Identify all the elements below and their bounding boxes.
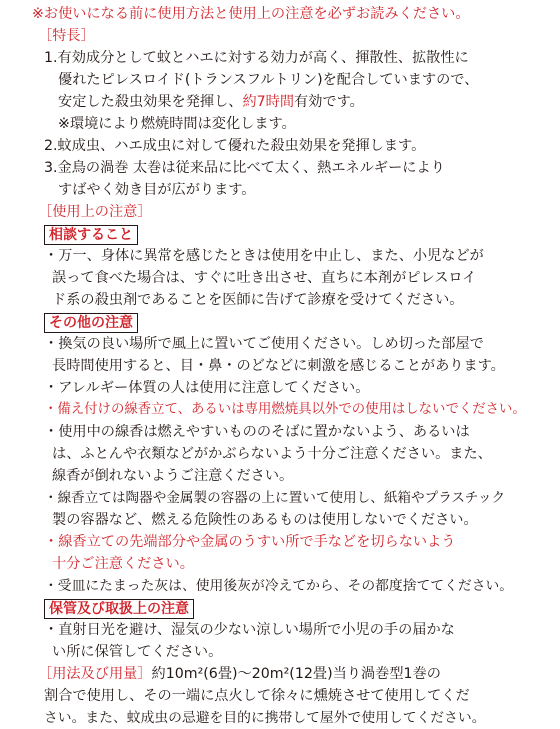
feature-item-3-line-1: 3.金鳥の渦巻 太巻は従来品に比べて太く、熱エネルギーにより <box>44 160 445 176</box>
other-line-6: は、ふとんや衣類などがかぶらないよう十分ご注意ください。また、 <box>52 446 492 462</box>
feature-text: 安定した殺虫効果を発揮し、 <box>58 94 243 110</box>
other-line-8: ・線香立ては陶器や金属製の容器の上に置いて使用し、紙箱やプラスチック <box>44 490 506 506</box>
other-line-5: ・使用中の線香は燃えやすいもののそばに置かないよう、あるいは <box>44 424 470 440</box>
duration-highlight: 約7時間 <box>242 94 295 110</box>
storage-line-1: ・直射日光を避け、湿気の少ない涼しい場所で小児の手の届かな <box>44 622 455 638</box>
storage-line-2: い所に保管してください。 <box>52 644 223 660</box>
other-line-4-warning: ・備え付けの線香立て、あるいは専用燃焼具以外での使用はしないでください。 <box>44 402 526 417</box>
usage-line-2: 割合で使用し、その一端に点火して徐々に燻焼させて使用してくだ <box>44 688 470 704</box>
consult-line-2: 誤って食べた場合は、すぐに吐き出させ、直ちに本剤がピレスロイ <box>52 270 477 286</box>
other-title: その他の注意 <box>44 313 138 333</box>
consult-title: 相談すること <box>44 225 138 245</box>
other-line-3: ・アレルギー体質の人は使用に注意してください。 <box>44 380 370 396</box>
feature-text: 有効です。 <box>294 94 364 110</box>
consult-line-1: ・万一、身体に異常を感じたときは使用を中止し、また、小児などが <box>44 248 484 264</box>
other-line-9: 製の容器など、燃える危険性のあるものは使用しないでください。 <box>52 512 478 528</box>
storage-section-heading <box>44 597 544 619</box>
usage-line-1 <box>38 663 544 685</box>
feature-item-1-line-1: 1.有効成分として蚊とハエに対する効力が高く、揮散性、拡散性に <box>44 50 469 66</box>
feature-item-1-line-3 <box>44 91 544 113</box>
usage-text: 約10m²(6畳)～20m²(12畳)当り渦巻型1巻の <box>151 666 441 682</box>
other-line-12: ・受皿にたまった灰は、使用後灰が冷えてから、その都度捨ててください。 <box>44 578 514 594</box>
feature-item-1-line-2: 優れたピレスロイド(トランスフルトリン)を配合していますので、 <box>58 72 479 88</box>
other-section-heading <box>44 311 544 333</box>
precautions-header: ［使用上の注意］ <box>38 204 152 220</box>
other-line-11-warning: 十分ご注意ください。 <box>52 556 194 572</box>
usage-header: ［用法及び用量］ <box>38 666 152 682</box>
storage-title: 保管及び取扱上の注意 <box>44 599 194 619</box>
consult-section-heading <box>44 223 544 245</box>
feature-item-2: 2.蚊成虫、ハエ成虫に対して優れた殺虫効果を発揮します。 <box>44 138 426 154</box>
feature-item-3-line-2: すばやく効き目が広がります。 <box>58 182 256 198</box>
other-line-10-warning: ・線香立ての先端部分や金属のうすい所で手などを切らないよう <box>44 534 456 550</box>
feature-item-1-note: ※環境により燃焼時間は変化します。 <box>58 116 296 132</box>
consult-line-3: ド系の殺虫剤であることを医師に告げて診療を受けてください。 <box>52 292 464 308</box>
other-line-2: 長時間使用すると、目・鼻・のどなどに刺激を感じることがあります。 <box>52 358 505 374</box>
other-line-7: 線香が倒れないようご注意ください。 <box>52 468 294 484</box>
features-header: ［特長］ <box>38 28 95 44</box>
read-before-use-notice: ※お使いになる前に使用方法と使用上の注意を必ずお読みください。 <box>32 6 470 22</box>
other-line-1: ・換気の良い場所で風上に置いてご使用ください。しめ切った部屋で <box>44 336 484 352</box>
usage-line-3: さい。また、蚊成虫の忌避を目的に携帯して屋外で使用してください。 <box>44 710 486 726</box>
